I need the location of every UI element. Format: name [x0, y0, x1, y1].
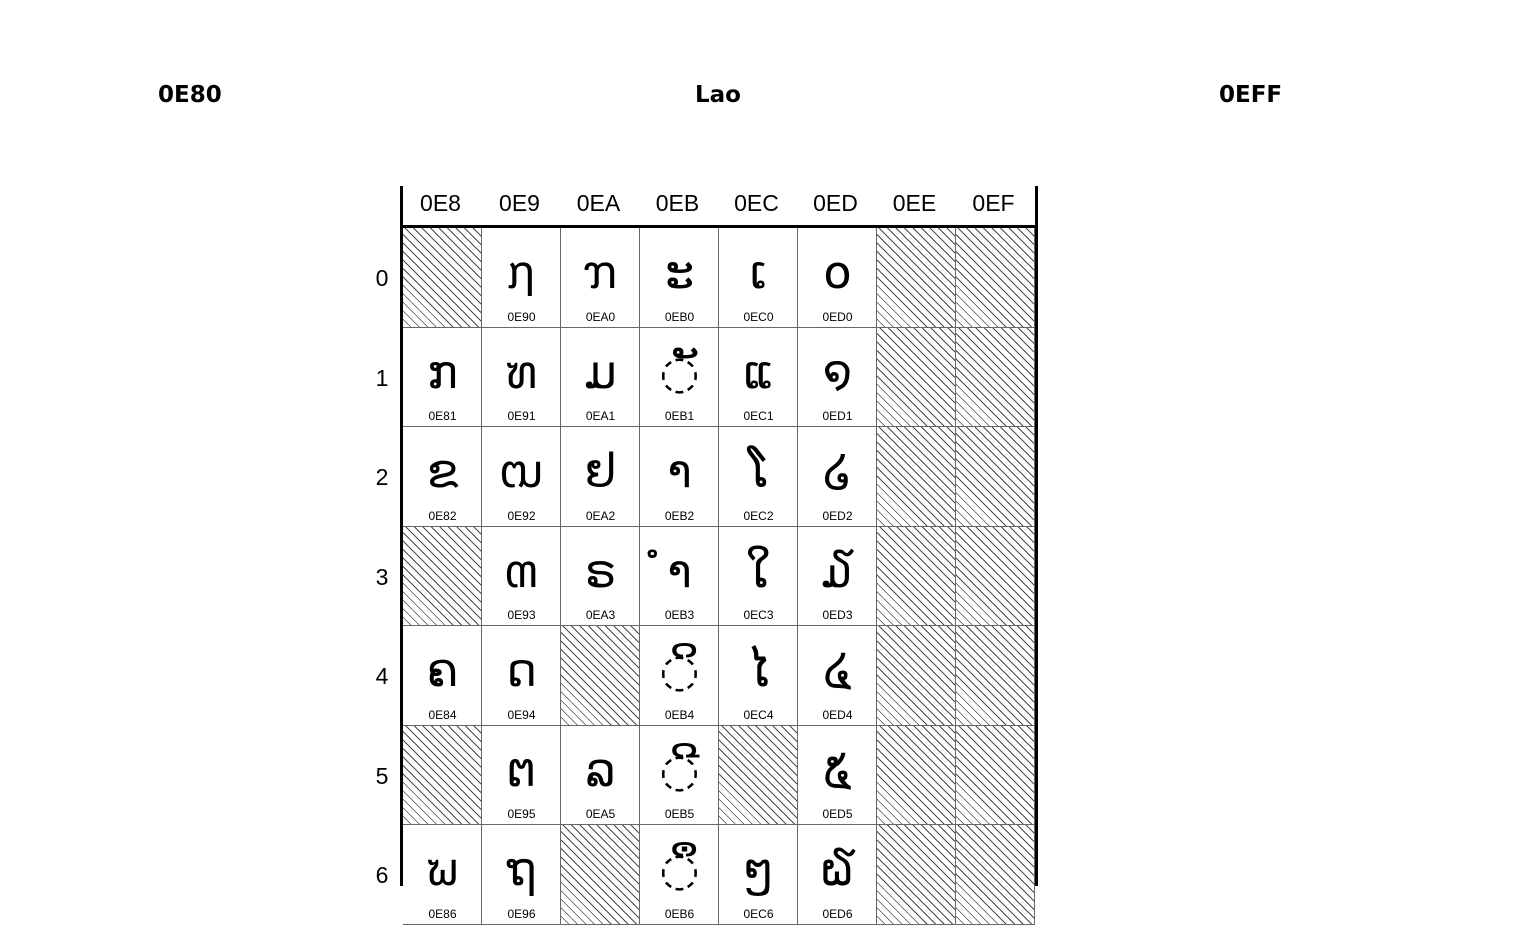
character-cell: [640, 328, 719, 427]
unassigned-cell: [956, 825, 1035, 925]
character-glyph: ◌ຶ: [659, 842, 700, 896]
character-cell: [561, 726, 640, 825]
column-header: 0EB: [655, 190, 700, 216]
page-header: [0, 82, 1517, 112]
code-point-label: 0EB6: [664, 907, 695, 921]
unassigned-cell: [403, 228, 482, 328]
unassigned-cell: [956, 228, 1035, 328]
code-point-label: 0ED6: [822, 907, 853, 921]
character-glyph: ໆ: [743, 842, 774, 896]
code-point-label: 0EB2: [664, 509, 695, 523]
character-glyph: ຄ: [426, 643, 459, 697]
column-header: 0EA: [576, 190, 621, 216]
unassigned-cell: [877, 527, 956, 626]
character-cell: [640, 228, 719, 328]
code-point-label: 0EB0: [664, 310, 695, 324]
character-glyph: ໖: [821, 842, 854, 896]
character-glyph: ◌ັ: [659, 345, 700, 399]
character-cell: [403, 328, 482, 427]
character-cell: [798, 626, 877, 726]
code-point-label: 0EC2: [743, 509, 774, 523]
row-header: 0: [375, 265, 389, 291]
character-cell: [403, 427, 482, 527]
code-point-label: 0EC6: [743, 907, 774, 921]
character-cell: [482, 626, 561, 726]
character-glyph: ໓: [822, 544, 853, 598]
code-point-label: 0EA2: [585, 509, 616, 523]
character-glyph: ◌ິ: [659, 643, 700, 697]
character-cell: [482, 527, 561, 626]
code-point-label: 0ED3: [822, 608, 853, 622]
character-cell: [640, 626, 719, 726]
character-glyph: ຑ: [504, 345, 539, 399]
character-cell: [719, 626, 798, 726]
character-glyph: ຕ: [506, 743, 537, 797]
character-cell: [640, 527, 719, 626]
code-point-label: 0EC0: [743, 310, 774, 324]
character-glyph: ຖ: [506, 842, 537, 896]
chart-right-border: [1035, 186, 1038, 886]
character-glyph: ະ: [664, 245, 695, 299]
unassigned-cell: [956, 527, 1035, 626]
code-point-label: 0EB3: [664, 608, 695, 622]
column-header: 0E9: [499, 190, 540, 216]
code-point-label: 0E90: [507, 310, 536, 324]
code-point-label: 0E94: [507, 708, 536, 722]
character-cell: [798, 825, 877, 925]
character-glyph: ຆ: [425, 842, 460, 896]
row-header: 6: [375, 862, 389, 888]
unassigned-cell: [877, 825, 956, 925]
character-cell: [798, 527, 877, 626]
code-point-label: 0EC4: [743, 708, 774, 722]
character-cell: [798, 726, 877, 825]
character-cell: [561, 228, 640, 328]
unassigned-cell: [561, 825, 640, 925]
character-cell: [640, 825, 719, 925]
code-point-label: 0EC1: [743, 409, 774, 423]
unassigned-cell: [403, 726, 482, 825]
character-cell: [719, 527, 798, 626]
code-point-label: 0ED4: [822, 708, 853, 722]
character-glyph: ຒ: [499, 444, 544, 498]
code-point-label: 0E93: [507, 608, 536, 622]
character-glyph: ໕: [823, 743, 852, 797]
character-cell: [640, 726, 719, 825]
character-cell: [719, 328, 798, 427]
code-point-label: 0E92: [507, 509, 536, 523]
character-glyph: ຳ: [667, 544, 692, 598]
row-header: 2: [375, 464, 389, 490]
character-glyph: ໔: [823, 643, 852, 697]
code-point-label: 0ED1: [822, 409, 853, 423]
character-cell: [482, 726, 561, 825]
row-header: 5: [375, 762, 389, 789]
row-header: 1: [375, 364, 389, 391]
unassigned-cell: [877, 626, 956, 726]
column-header: 0E8: [420, 190, 461, 216]
character-cell: [719, 228, 798, 328]
character-cell: [482, 228, 561, 328]
code-point-label: 0EB4: [664, 708, 695, 722]
character-glyph: ແ: [743, 345, 774, 399]
character-glyph: ໐: [822, 245, 853, 299]
code-point-label: 0EC3: [743, 608, 774, 622]
character-grid: [403, 228, 1035, 928]
character-glyph: ຣ: [584, 544, 617, 598]
unassigned-cell: [877, 427, 956, 527]
character-cell: [561, 427, 640, 527]
code-point-label: 0ED0: [822, 310, 853, 324]
character-glyph: ໒: [822, 444, 853, 498]
character-glyph: ຢ: [584, 444, 617, 498]
code-point-label: 0EB1: [664, 409, 695, 423]
code-point-label: 0ED5: [822, 807, 853, 821]
code-point-label: 0ED2: [822, 509, 853, 523]
unassigned-cell: [403, 527, 482, 626]
character-cell: [798, 228, 877, 328]
unassigned-cell: [561, 626, 640, 726]
character-glyph: ຂ: [426, 444, 459, 498]
code-point-label: 0EA3: [585, 608, 616, 622]
column-header: 0ED: [813, 190, 858, 216]
code-point-label: 0E95: [507, 807, 536, 821]
character-cell: [482, 825, 561, 925]
character-cell: [719, 825, 798, 925]
code-point-label: 0EB5: [664, 807, 695, 821]
unassigned-cell: [877, 726, 956, 825]
code-point-label: 0E86: [428, 907, 457, 921]
character-cell: [561, 328, 640, 427]
character-glyph: າ: [667, 444, 692, 498]
character-glyph: ຠ: [583, 245, 618, 299]
character-glyph: ມ: [584, 345, 617, 399]
range-start-label: 0E80: [158, 82, 222, 108]
code-point-label: 0E96: [507, 907, 536, 921]
character-cell: [403, 626, 482, 726]
block-title: Lao: [695, 82, 741, 108]
code-point-label: 0E91: [507, 409, 536, 423]
column-header: 0EE: [892, 190, 937, 216]
unassigned-cell: [877, 328, 956, 427]
character-glyph: ◌ີ: [659, 743, 700, 797]
column-headers: [401, 186, 1035, 226]
character-cell: [798, 328, 877, 427]
code-point-label: 0EA1: [585, 409, 616, 423]
unassigned-cell: [719, 726, 798, 825]
character-glyph: ດ: [506, 643, 537, 697]
character-glyph: ໑: [822, 345, 853, 399]
character-glyph: ຐ: [507, 245, 536, 299]
character-cell: [482, 328, 561, 427]
unassigned-cell: [956, 427, 1035, 527]
character-glyph: ໂ: [747, 444, 770, 498]
column-header: 0EF: [972, 190, 1015, 216]
character-glyph: ໄ: [747, 643, 770, 697]
code-point-label: 0E81: [428, 409, 457, 423]
code-point-label: 0E82: [428, 509, 457, 523]
character-cell: [403, 825, 482, 925]
unassigned-cell: [956, 626, 1035, 726]
column-header: 0EC: [734, 190, 779, 216]
character-cell: [561, 527, 640, 626]
character-cell: [482, 427, 561, 527]
code-point-label: 0EA0: [585, 310, 616, 324]
character-glyph: ຓ: [504, 544, 539, 598]
range-end-label: 0EFF: [1219, 82, 1283, 108]
row-header: 3: [375, 563, 389, 590]
unassigned-cell: [956, 328, 1035, 427]
character-glyph: ລ: [585, 743, 616, 797]
unassigned-cell: [956, 726, 1035, 825]
character-cell: [798, 427, 877, 527]
character-cell: [640, 427, 719, 527]
code-point-label: 0EA5: [585, 807, 616, 821]
character-glyph: ໃ: [745, 544, 772, 598]
character-glyph: ເ: [749, 245, 768, 299]
code-point-label: 0E84: [428, 708, 457, 722]
unassigned-cell: [877, 228, 956, 328]
character-cell: [719, 427, 798, 527]
character-glyph: ກ: [427, 345, 458, 399]
row-header: 4: [375, 663, 389, 689]
